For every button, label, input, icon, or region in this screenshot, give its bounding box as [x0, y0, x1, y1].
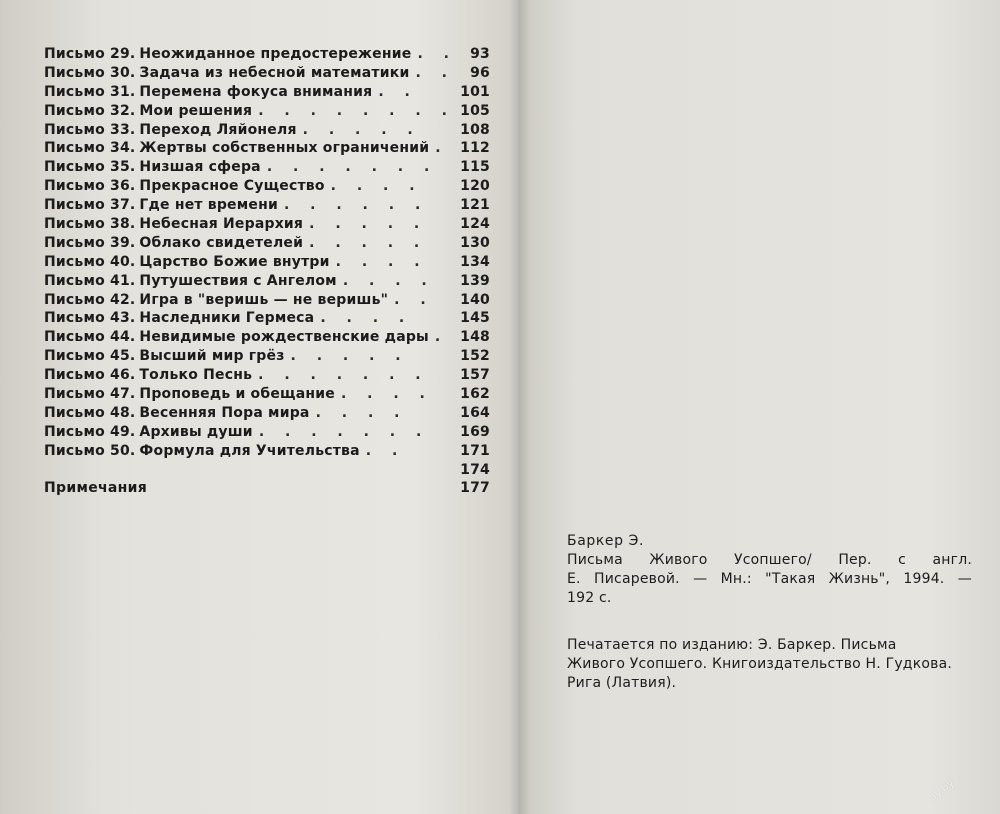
toc-entry-title: Задача из небесной математики — [139, 64, 410, 81]
bib-author: Баркер Э. — [567, 533, 645, 549]
toc-entry-title: Путушествия с Ангелом — [139, 272, 337, 289]
toc-entry-leader: . . . . — [330, 178, 423, 195]
toc-entry-title: Царство Божие внутри — [139, 253, 330, 270]
toc-entry-prefix: Письмо 34. — [44, 140, 136, 157]
toc-entry-leader: . — [434, 329, 449, 346]
toc-entry — [44, 291, 504, 310]
toc-entry — [44, 385, 504, 404]
bib-spacer — [567, 608, 972, 636]
toc-entry-leader: . . — [365, 442, 406, 459]
toc-entry-page: 120 — [460, 178, 490, 195]
toc-entry-page: 164 — [460, 404, 490, 421]
toc-entry-page: 101 — [460, 83, 490, 100]
toc-entry-title: Высший мир грёз — [139, 348, 285, 365]
bib-source-line: Рига (Латвия). — [567, 675, 677, 691]
toc-entry-page: 112 — [460, 140, 490, 157]
bib-publisher-line: Е. Писаревой. — Мн.: "Такая Жизнь", 1994. — — [567, 571, 972, 587]
bib-pages-line: 192 с. — [567, 590, 612, 606]
watermark — [925, 772, 990, 808]
toc-entry-page: 139 — [460, 272, 490, 289]
toc-entry — [44, 158, 504, 177]
toc-entry-prefix: Письмо 29. — [44, 46, 136, 62]
toc-entry-page: 157 — [460, 367, 490, 384]
toc-entry — [44, 347, 504, 366]
toc-entry — [44, 83, 504, 102]
toc-entry-leader: . . — [378, 83, 418, 100]
bib-title-line: Письма Живого Усопшего/ Пер. с англ. — [567, 552, 972, 568]
toc-entry-prefix: Письмо 36. — [44, 178, 136, 195]
toc-entry-title: Жертвы собственных ограничений — [139, 140, 430, 157]
toc-entry-prefix: Письмо 42. — [44, 291, 136, 308]
toc-entry — [44, 139, 504, 158]
toc-entry-title: Игра в "веришь — не веришь" — [139, 291, 389, 308]
toc-entry-leader: . . — [417, 46, 457, 62]
toc-entry-title: Перемена фокуса внимания — [139, 83, 373, 100]
toc-entry-page: 152 — [460, 348, 490, 365]
toc-entry-title: Наследники Гермеса — [139, 310, 315, 327]
toc-entry — [44, 64, 504, 83]
toc-entry-title: Облако свидетелей — [139, 234, 304, 251]
toc-entry-page: 105 — [460, 102, 490, 119]
toc-entry-page: 140 — [460, 291, 490, 308]
toc-entry-title: Где нет времени — [139, 197, 278, 214]
toc-entry-title: Прекрасное Существо — [139, 178, 325, 195]
toc-entry-leader: . . . . . . . — [266, 159, 438, 176]
toc-entry-prefix: Письмо 39. — [44, 234, 136, 251]
toc-entry-prefix: Письмо 30. — [44, 64, 136, 81]
toc-entry-page: 162 — [460, 386, 490, 403]
toc-entry — [44, 253, 504, 272]
toc-entry-leader: . . . . . — [302, 121, 421, 138]
toc-entry-prefix: Письмо 37. — [44, 197, 136, 214]
toc-entry-page: 121 — [460, 197, 490, 214]
bibliographic-record — [567, 532, 972, 693]
toc-entry — [44, 423, 504, 442]
toc-entry-prefix: Письмо 45. — [44, 348, 136, 365]
toc-entry-prefix: Письмо 33. — [44, 121, 136, 138]
toc-entry-page: 148 — [460, 329, 490, 346]
toc-entry — [44, 102, 504, 121]
toc-entry-leader: . . . . . — [290, 348, 409, 365]
toc-entry-page: 174 — [460, 461, 490, 478]
toc-entry-leader: . . . . — [315, 404, 408, 421]
toc-entry-title: Мои решения — [139, 102, 253, 119]
toc-entry — [44, 366, 504, 385]
toc-entry-leader: . . . . . . . — [258, 423, 430, 440]
table-of-contents — [44, 45, 504, 498]
toc-entry-page: 115 — [460, 159, 490, 176]
toc-entry-title: Архивы души — [139, 423, 253, 440]
toc-entry — [44, 45, 504, 64]
watermark-text: ay.by — [925, 776, 957, 804]
toc-entry-page: 177 — [460, 480, 490, 497]
toc-entry-leader: . . . . . . — [283, 197, 429, 214]
toc-entry-leader: . . — [394, 291, 434, 308]
toc-entry-prefix: Письмо 32. — [44, 102, 136, 119]
toc-entry-leader: . . . . — [342, 272, 435, 289]
toc-entry-page: 93 — [470, 46, 490, 62]
toc-entry-prefix: Письмо 38. — [44, 216, 136, 233]
toc-entry-leader: . . — [415, 64, 455, 81]
toc-entry-notes — [44, 479, 504, 498]
toc-entry-title: Переход Ляйонеля — [139, 121, 297, 138]
toc-entry-leader: . . . . — [320, 310, 413, 327]
toc-entry — [44, 234, 504, 253]
toc-entry-title: Только Песнь — [139, 367, 253, 384]
toc-entry-page: 171 — [460, 442, 490, 459]
toc-entry-page: 96 — [470, 64, 490, 81]
toc-entry-leader: . . . . . — [309, 216, 428, 233]
toc-entry-leader: . . . . — [335, 253, 428, 270]
toc-entry-prefix: Примечания — [44, 480, 148, 497]
toc-entry — [44, 461, 504, 480]
toc-entry-title: Низшая сфера — [139, 159, 261, 176]
toc-entry-prefix: Письмо 47. — [44, 386, 136, 403]
book-gutter — [508, 0, 530, 814]
toc-entry-page: 130 — [460, 234, 490, 251]
toc-entry — [44, 442, 504, 461]
toc-entry — [44, 121, 504, 140]
toc-entry-page: 134 — [460, 253, 490, 270]
toc-entry-prefix: Письмо 43. — [44, 310, 136, 327]
toc-entry-prefix: Письмо 31. — [44, 83, 136, 100]
toc-entry — [44, 196, 504, 215]
toc-entry-page: 108 — [460, 121, 490, 138]
toc-entry-leader: . . . . . . . . — [258, 102, 455, 119]
toc-entry — [44, 215, 504, 234]
toc-entry-prefix: Письмо 48. — [44, 404, 136, 421]
toc-entry-leader: . . . . — [340, 386, 433, 403]
toc-entry-title: Весенняя Пора мира — [139, 404, 310, 421]
toc-entry-prefix: Письмо 35. — [44, 159, 136, 176]
toc-entry-title: Небесная Иерархия — [139, 216, 304, 233]
toc-entry-prefix: Письмо 41. — [44, 272, 136, 289]
toc-entry-prefix: Письмо 44. — [44, 329, 136, 346]
toc-entry — [44, 309, 504, 328]
bib-source-line: Печатается по изданию: Э. Баркер. Письма — [567, 637, 897, 653]
toc-entry-prefix: Письмо 40. — [44, 253, 136, 270]
toc-entry — [44, 272, 504, 291]
toc-entry-leader: . . . . . . . — [258, 367, 429, 384]
toc-entry-leader: . — [435, 140, 449, 157]
bib-source-line: Живого Усопшего. Книгоиздательство Н. Гудкова. — [567, 656, 952, 672]
toc-entry-page: 124 — [460, 216, 490, 233]
toc-entry-prefix: Письмо 49. — [44, 423, 136, 440]
toc-entry-page: 169 — [460, 423, 490, 440]
toc-entry-leader: . . . . . — [309, 234, 428, 251]
toc-entry-title: Проповедь и обещание — [139, 386, 335, 403]
toc-entry — [44, 404, 504, 423]
toc-entry-title: Невидимые рождественские дары — [139, 329, 429, 346]
toc-entry-title: Формула для Учительства — [139, 442, 360, 459]
toc-entry-page: 145 — [460, 310, 490, 327]
toc-entry-title: Неожиданное предостережение — [139, 46, 412, 62]
toc-entry-prefix: Письмо 46. — [44, 367, 136, 384]
toc-entry — [44, 177, 504, 196]
toc-entry-prefix: Письмо 50. — [44, 442, 136, 459]
toc-entry — [44, 328, 504, 347]
